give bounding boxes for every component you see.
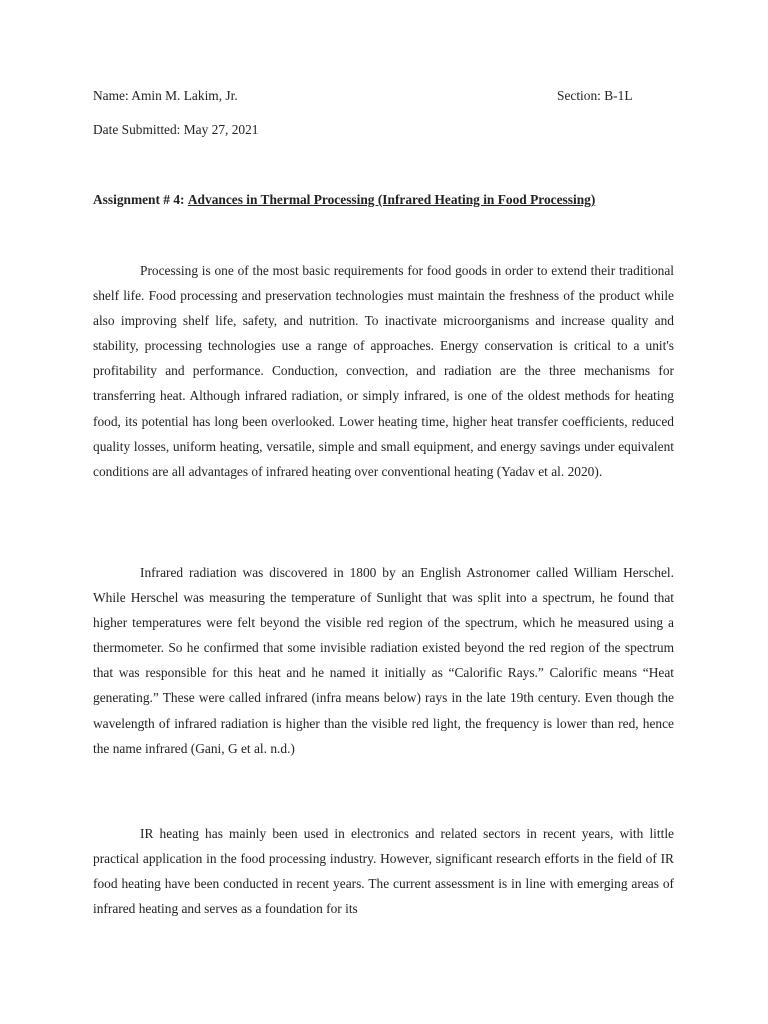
date-submitted: Date Submitted: May 27, 2021 bbox=[93, 122, 259, 137]
assignment-subject: Advances in Thermal Processing (Infrared Heating in Food Processing) bbox=[187, 192, 596, 207]
paragraph-processing: Processing is one of the most basic requirements for food goods in order to extend their traditional shelf life. Food processing and preservation technologies must maintain the freshness of the product while also improving shelf life, safety, and nutrition. To inactivate microorganisms and increase quality and stability, processing technologies use a range of approaches. Energy conservation is critical to a unit's profitability and performance. Conduction, convection, and radiation are the three mechanisms for transferring heat. Although infrared radiation, or simply infrared, is one of the oldest methods for heating food, its potential has long been overlooked. Lower heating time, higher heat transfer coefficients, reduced quality losses, uniform heating, versatile, simple and small equipment, and energy savings under equivalent conditions are all advantages of infrared heating over conventional heating (Yadav et al. 2020). bbox=[93, 263, 674, 479]
assignment-title bbox=[93, 192, 595, 208]
student-name: Name: Amin M. Lakim, Jr. bbox=[93, 88, 238, 103]
assignment-number: Assignment # 4: bbox=[93, 192, 185, 207]
section-label: Section: B-1L bbox=[557, 88, 633, 103]
paragraph-ir-heating: IR heating has mainly been used in electronics and related sectors in recent years, with little practical application in the food processing industry. However, significant research efforts in the field of IR food heating have been conducted in recent years. The current assessment is in line with emerging areas of infrared heating and serves as a foundation for its bbox=[93, 826, 674, 917]
paragraph-infrared-history: Infrared radiation was discovered in 1800 by an English Astronomer called William Herschel. While Herschel was measuring the temperature of Sunlight that was split into a spectrum, he found that higher temperatures were felt beyond the visible red region of the spectrum, which he measured using a thermometer. So he confirmed that some invisible radiation existed beyond the red region of the spectrum that was responsible for this heat and he named it initially as “Calorific Rays.” Calorific means “Heat generating.” These were called infrared (infra means below) rays in the late 19th century. Even though the wavelength of infrared radiation is higher than the visible red light, the frequency is lower than red, hence the name infrared (Gani, G et al. n.d.) bbox=[93, 565, 674, 756]
